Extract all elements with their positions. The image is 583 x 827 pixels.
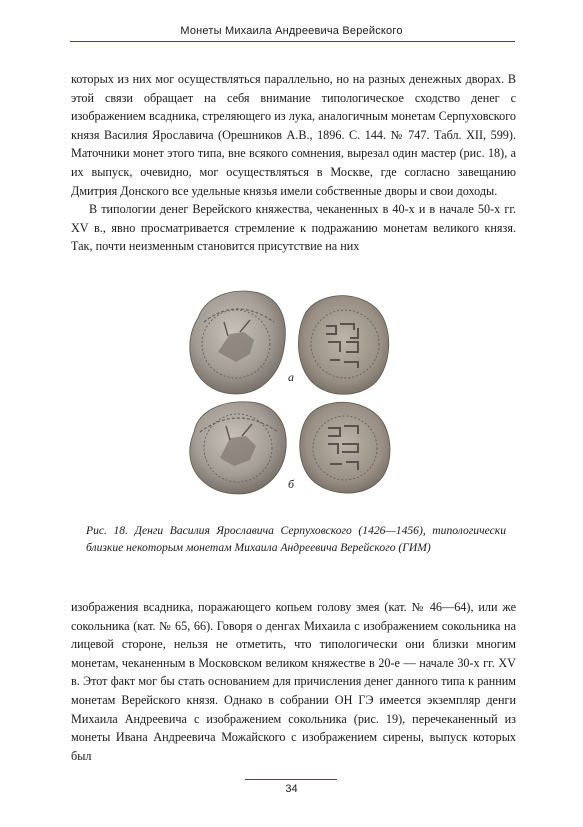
header-rule <box>70 41 515 42</box>
page-number: 34 <box>285 783 298 795</box>
paragraph: изображения всадника, поражающего копьем голову змея (кат. № 46—64), или же сокольника (кат. № 65, 66). Говоря о денгах Михаила с изображением сокольника на лицевой стороне, нельзя не отметить, что типологически они близки многим монетам, чеканенным в Московском великом княжестве в 20-е — начале 30-х гг. XV в. Этот факт мог бы стать основанием для причисления денег данного типа к ранним монетам Верейского князя. Однако в собрании ОН ГЭ имеется экземпляр денги Михаила Андреевича с изображением сокольника (рис. 19), перечеканенный из монеты Ивана Андреевича Можайского с изображением сирены, выпуск которых был <box>71 600 516 763</box>
coin-a-reverse <box>298 296 388 395</box>
body-text-top <box>71 70 516 256</box>
paragraph: В типологии денег Верейского княжества, чеканенных в 40-х и в начале 50-х гг. XV в., явно просматривается стремление к подражанию монетам великого князя. Так, почти неизменным становится присутствие на них <box>71 202 516 254</box>
coin-a-obverse <box>190 291 286 394</box>
coin-b-reverse <box>300 402 390 493</box>
coin-figure <box>180 282 400 512</box>
coin-b-obverse <box>190 402 286 494</box>
figure-caption: Рис. 18. Денги Василия Ярославича Серпуховского (1426—1456), типологически близкие некоторым монетам Михаила Андреевича Верейского (ГИМ) <box>86 524 506 554</box>
paragraph: которых из них мог осуществляться параллельно, но на разных денежных дворах. В этой связи обращает на себя внимание типологическое сходство денег с изображением всадника, стреляющего из лука, аналогичным монетам Серпуховского князя Василия Ярославича (Орешников А.В., 1896. С. 144. № 747. Табл. XII, 599). Маточники монет этого типа, вне всякого сомнения, вырезал один мастер (рис. 18), а их выпуск, очевидно, мог осуществляться в Москве, где согласно завещанию Дмитрия Донского все удельные князья имели собственные дворы и свои доходы. <box>71 72 516 198</box>
running-head: Монеты Михаила Андреевича Верейского <box>180 25 403 37</box>
figure-label-b: б <box>288 477 295 491</box>
footer-rule <box>245 779 337 780</box>
figure-label-a: а <box>288 370 294 384</box>
body-text-bottom <box>71 598 516 765</box>
coin-photos <box>180 282 400 512</box>
